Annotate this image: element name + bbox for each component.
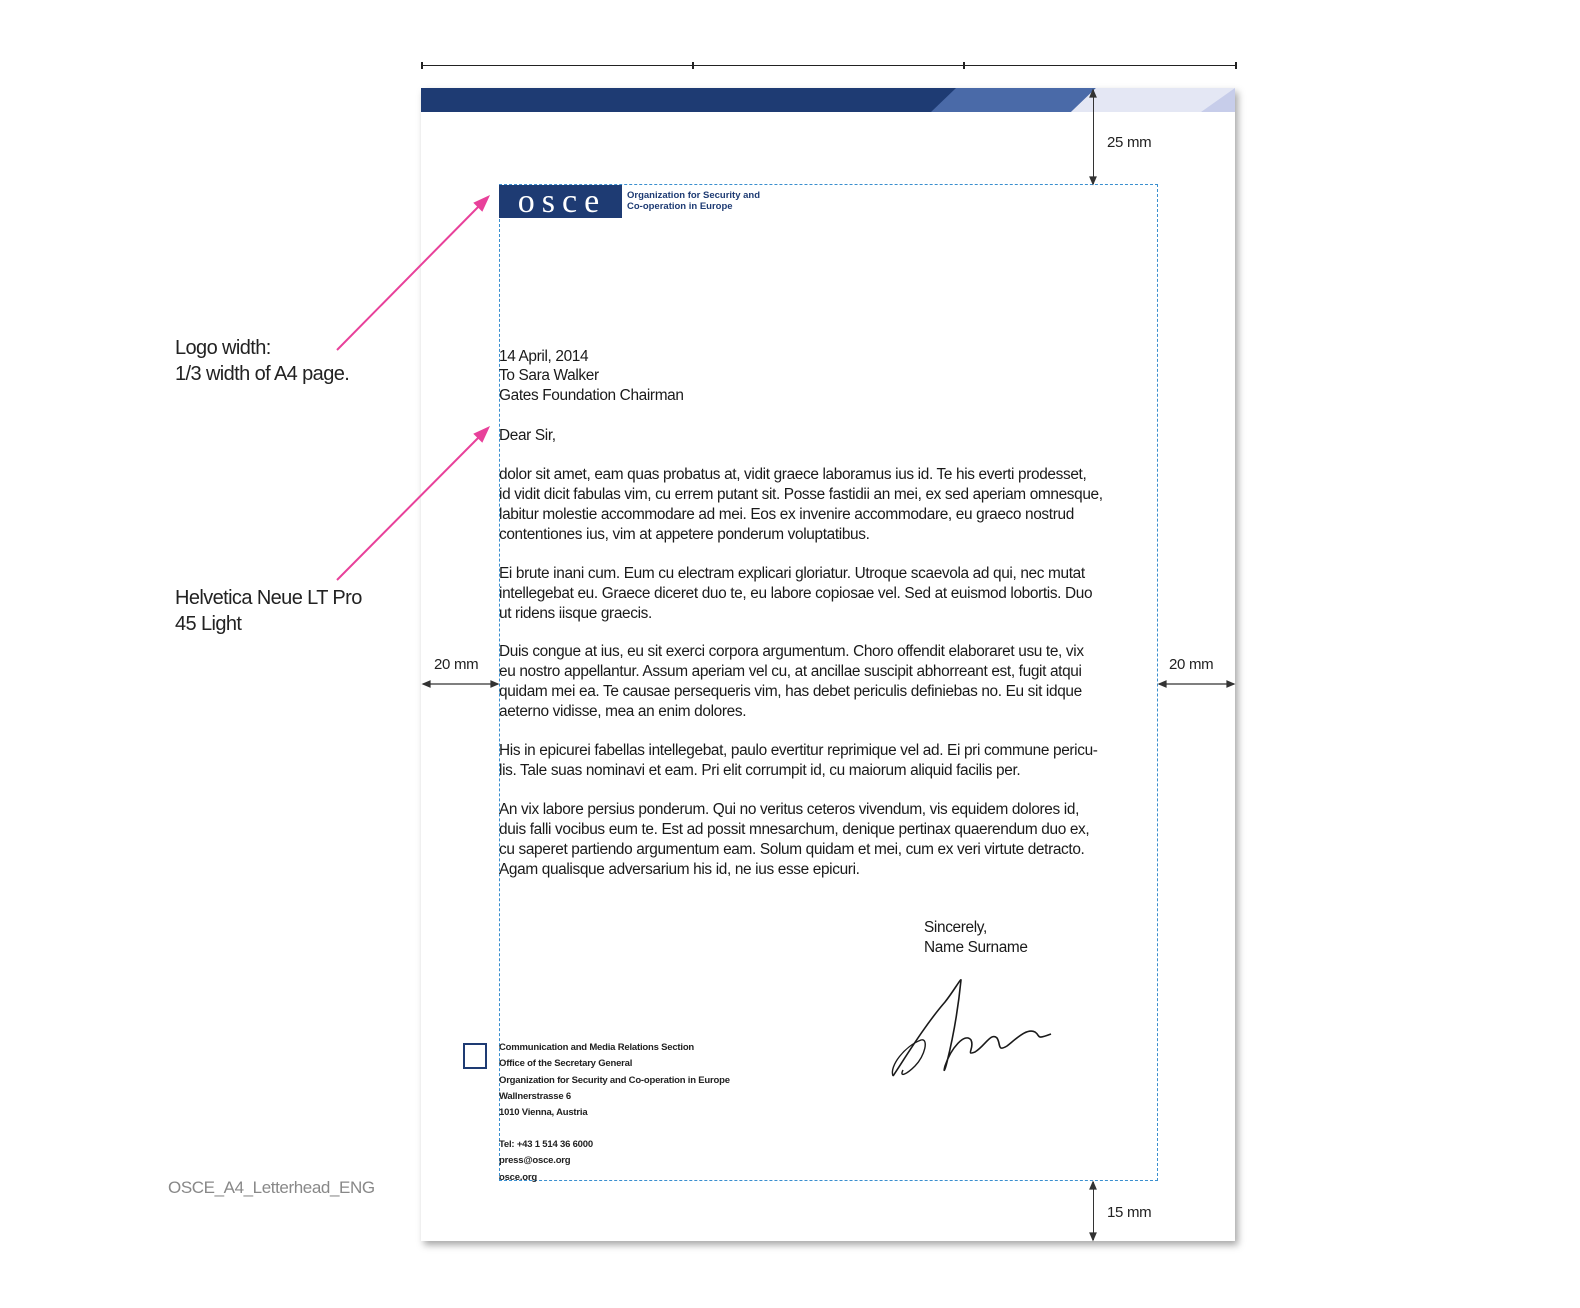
footer-line: Communication and Media Relations Section	[499, 1042, 695, 1053]
signature-name: Name Surname	[924, 939, 1028, 956]
letter-salutation: Dear Sir,	[499, 427, 556, 444]
logo-annotation-arrow	[337, 202, 483, 350]
annotation-line: 45 Light	[175, 613, 242, 635]
paragraph-line: Duis congue at ius, eu sit exerci corpora argumentum. Choro offendit elaboraret usu te, vix	[499, 643, 1084, 660]
footer-phone: Tel: +43 1 514 36 6000	[499, 1139, 593, 1150]
paragraph-line: labitur molestie accommodare ad mei. Eos ex invenire accommodare, eu graeco nostrud	[499, 506, 1074, 523]
footer-contact	[499, 1137, 593, 1186]
letter-paragraph	[499, 465, 1103, 545]
footer-line: Wallnerstrasse 6	[499, 1090, 571, 1102]
letter-closing	[924, 918, 1028, 958]
paragraph-line: duis falli vocibus eum te. Est ad possit mnesarchum, denique pertinax quaerendum duo ex,	[499, 821, 1090, 838]
footer-line: Organization for Security and Co-operation in Europe	[499, 1074, 730, 1086]
font-annotation-arrow	[337, 433, 483, 580]
paragraph-line: Ei brute inani cum. Eum cu electram explicari gloriatur. Utroque scaevola ad qui, nec mutat	[499, 565, 1085, 582]
paragraph-line: dolor sit amet, eam quas probatus at, vidit graece laboramus ius id. Te his everti prodesset,	[499, 466, 1087, 483]
footer-line: Office of the Secretary General	[499, 1058, 633, 1070]
logo-org-name	[627, 190, 787, 212]
letter-recipient: To Sara Walker	[499, 367, 599, 384]
footer-address	[499, 1040, 730, 1121]
arrow-head	[1090, 90, 1096, 97]
closing-text: Sincerely,	[924, 919, 987, 936]
footer-website: osce.org	[499, 1171, 537, 1183]
font-annotation	[175, 585, 362, 637]
paragraph-line: His in epicurei fabellas intellegebat, paulo evertitur reprimique vel ad. Ei pri commune pericu-	[499, 742, 1098, 759]
osce-logo: osce	[499, 185, 622, 218]
left-margin-label: 20 mm	[434, 656, 479, 673]
paragraph-line: An vix labore persius ponderum. Qui no veritus ceteros vivendum, vis equidem dolores id,	[499, 801, 1079, 818]
arrow-head	[1159, 681, 1166, 687]
paragraph-line: Agam qualisque adversarium his id, ne ius esse epicuri.	[499, 861, 860, 878]
margin-marker-square	[463, 1043, 487, 1069]
logo-org-line: Co-operation in Europe	[627, 201, 733, 212]
logo-org-line: Organization for Security and	[627, 190, 761, 201]
annotation-line: Logo width:	[175, 337, 271, 359]
paragraph-line: cu saperet partiendo argumentum eam. Solum quidam et mei, cum ex veri virtute detracto.	[499, 841, 1085, 858]
paragraph-line: ut ridens iisque graecis.	[499, 605, 652, 622]
letter-paragraph	[499, 800, 1089, 880]
paragraph-line: lis. Tale suas nominavi et eam. Pri elit corrumpit id, cu maiorum aliquid facilis per.	[499, 762, 1021, 779]
paragraph-line: aeterno vidisse, mea an enim dolores.	[499, 703, 747, 720]
paragraph-line: quidam mei ea. Te causae persequeris vim, has debet periculis definiebas no. Eu sit idque	[499, 683, 1082, 700]
bottom-margin-label: 15 mm	[1107, 1204, 1152, 1221]
arrow-head	[1227, 681, 1234, 687]
arrow-head	[1090, 1233, 1096, 1240]
logo-width-annotation	[175, 335, 349, 387]
arrow-head	[1090, 177, 1096, 184]
paragraph-line: intellegebat eu. Graece diceret duo te, eu labore copiosae vel. Sed at euismod lobortis. Duo	[499, 585, 1093, 602]
right-margin-label: 20 mm	[1169, 656, 1214, 673]
footer-email: press@osce.org	[499, 1155, 571, 1167]
arrow-head	[491, 681, 498, 687]
footer-line: 1010 Vienna, Austria	[499, 1107, 588, 1119]
letter-recipient-title: Gates Foundation Chairman	[499, 387, 684, 404]
letter-date: 14 April, 2014	[499, 348, 589, 365]
annotation-line: 1/3 width of A4 page.	[175, 363, 350, 385]
file-name-label: OSCE_A4_Letterhead_ENG	[168, 1178, 375, 1197]
letter-paragraph	[499, 642, 1084, 722]
arrow-head	[1090, 1182, 1096, 1189]
arrow-head	[423, 681, 430, 687]
letter-paragraph	[499, 564, 1092, 624]
paragraph-line: id vidit dicit fabulas vim, cu errem putant sit. Posse fastidii an mei, ex sed aperiam omnesque,	[499, 486, 1103, 503]
annotation-line: Helvetica Neue LT Pro	[175, 587, 362, 609]
letter-paragraph	[499, 741, 1098, 781]
top-margin-label: 25 mm	[1107, 134, 1152, 151]
signature-scribble	[885, 970, 1060, 1085]
paragraph-line: contentiones ius, vim at appetere ponderum voluptatibus.	[499, 526, 870, 543]
paragraph-line: eu nostro appellantur. Assum aperiam vel cu, at ancillae suscipit abhorreant est, fugit atqui	[499, 663, 1082, 680]
